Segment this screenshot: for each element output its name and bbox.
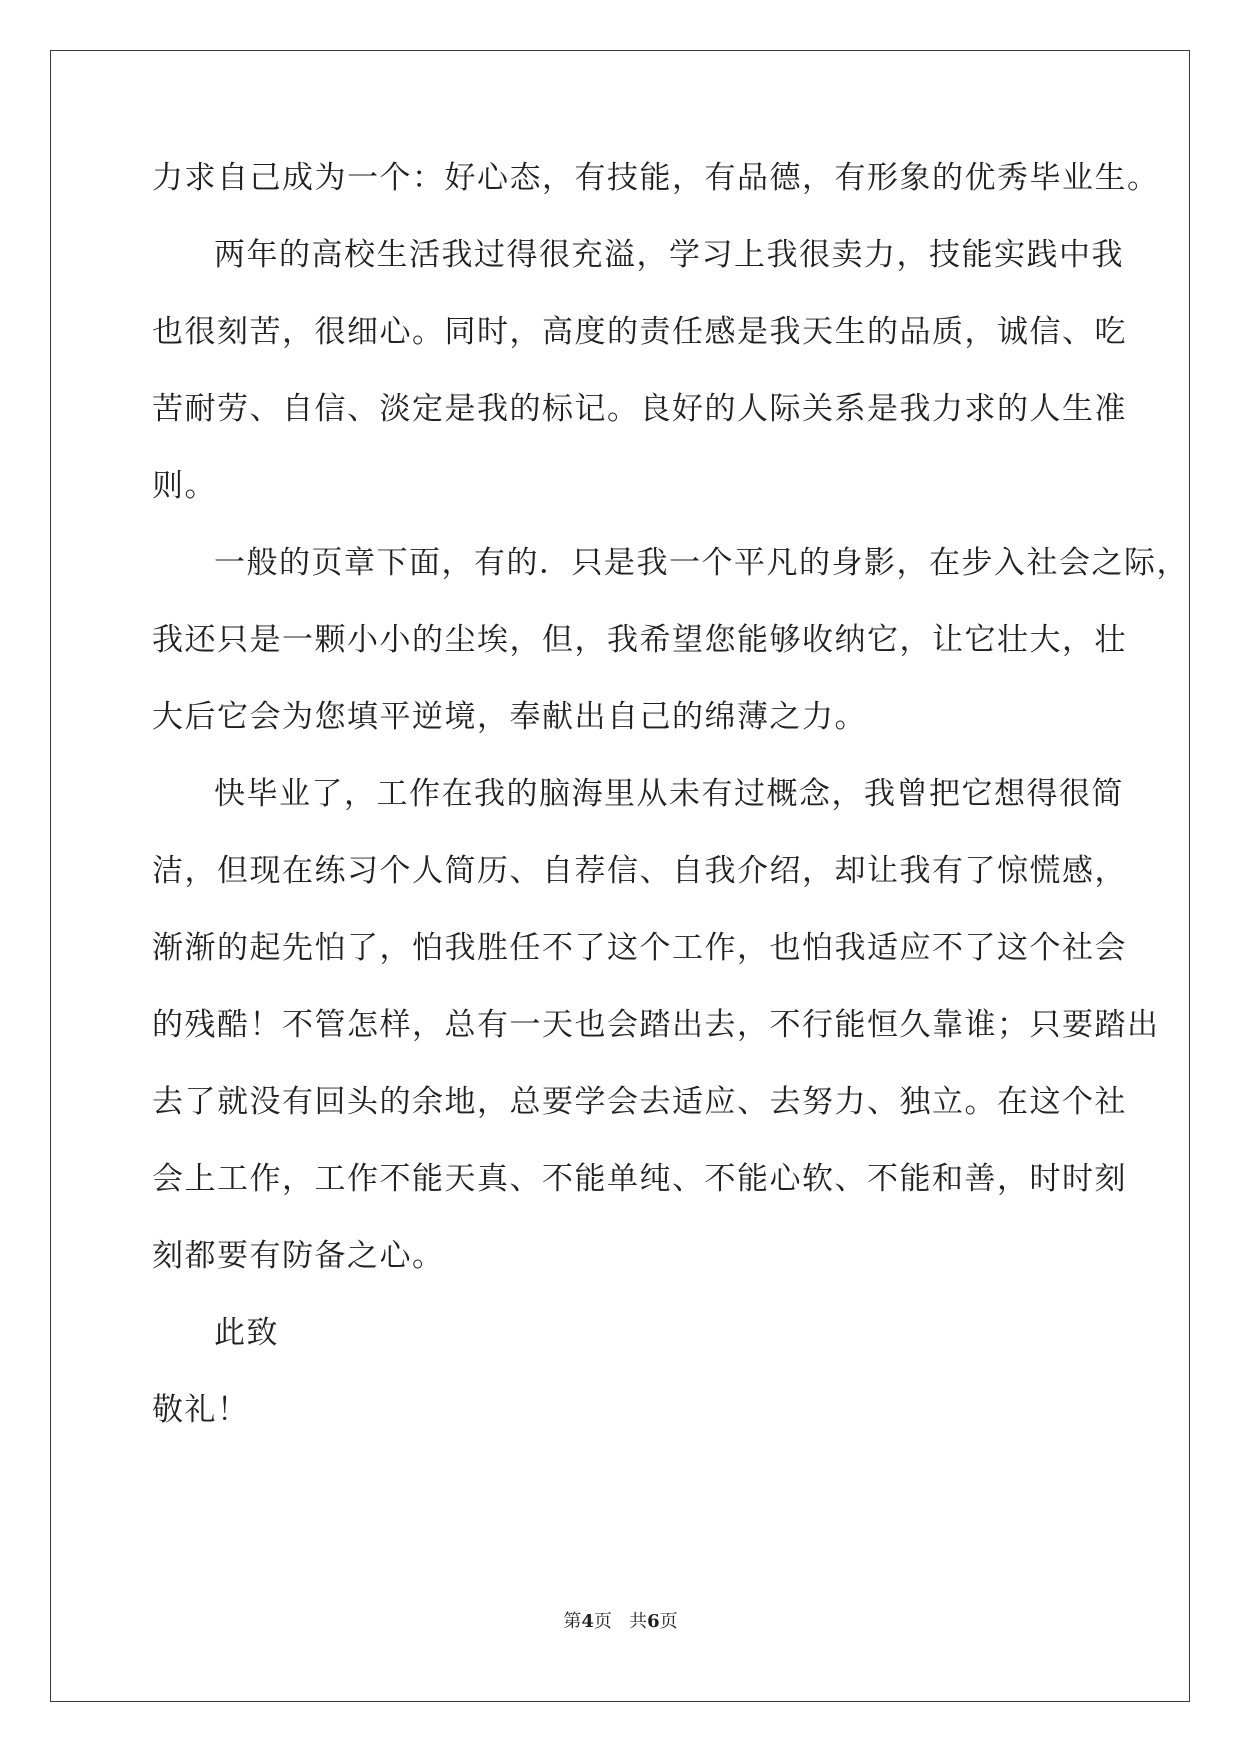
- text-line: 的残酷！不管怎样，总有一天也会踏出去，不行能恒久靠谁；只要踏出: [152, 1007, 1160, 1043]
- footer-page-suffix: 页: [593, 1611, 612, 1632]
- footer-total-suffix: 页: [659, 1611, 678, 1632]
- text-line: 两年的高校生活我过得很充溢，学习上我很卖力，技能实践中我: [214, 237, 1124, 273]
- text-line: 则。: [152, 468, 217, 504]
- closing-regards: 敬礼！: [152, 1392, 250, 1428]
- text-line: 渐渐的起先怕了，怕我胜任不了这个工作，也怕我适应不了这个社会: [152, 930, 1127, 966]
- footer-total-prefix: 共: [629, 1611, 648, 1632]
- text-line: 苦耐劳、自信、淡定是我的标记。良好的人际关系是我力求的人生准: [152, 391, 1127, 427]
- text-line: 会上工作，工作不能天真、不能单纯、不能心软、不能和善，时时刻: [152, 1161, 1127, 1197]
- text-line: 力求自己成为一个：好心态，有技能，有品德，有形象的优秀毕业生。: [152, 160, 1160, 196]
- text-line: 大后它会为您填平逆境，奉献出自己的绵薄之力。: [152, 699, 867, 735]
- closing-salutation: 此致: [214, 1315, 279, 1351]
- text-line: 一般的页章下面，有的．只是我一个平凡的身影，在步入社会之际，: [214, 545, 1189, 581]
- footer-page-number: 4: [581, 1611, 594, 1632]
- text-line: 刻都要有防备之心。: [152, 1238, 445, 1274]
- page-footer: [0, 1611, 1241, 1633]
- text-line: 快毕业了，工作在我的脑海里从未有过概念，我曾把它想得很简: [214, 776, 1124, 812]
- text-line: 也很刻苦，很细心。同时，高度的责任感是我天生的品质，诚信、吃: [152, 314, 1127, 350]
- footer-total-pages: 6: [647, 1611, 660, 1632]
- text-line: 我还只是一颗小小的尘埃，但，我希望您能够收纳它，让它壮大，壮: [152, 622, 1127, 658]
- footer-prefix: 第: [563, 1611, 582, 1632]
- text-line: 洁，但现在练习个人简历、自荐信、自我介绍，却让我有了惊慌感，: [152, 853, 1127, 889]
- text-line: 去了就没有回头的余地，总要学会去适应、去努力、独立。在这个社: [152, 1084, 1127, 1120]
